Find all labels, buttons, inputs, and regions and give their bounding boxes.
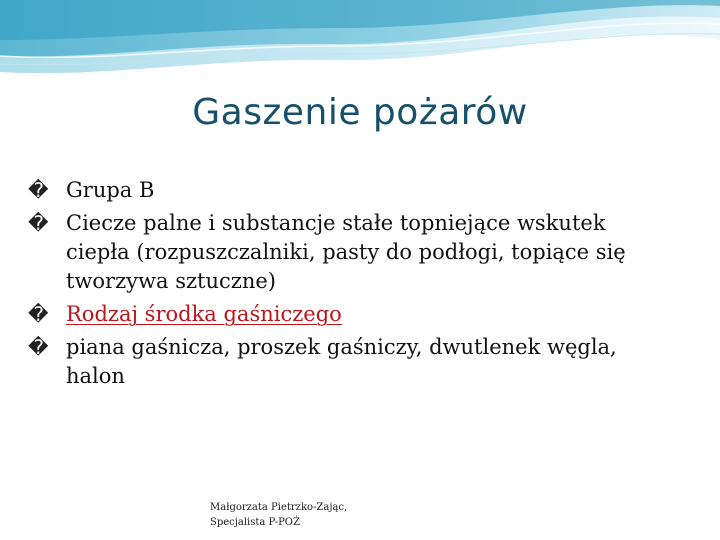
- footer-author-role: Specjalista P-POŻ: [210, 517, 300, 528]
- bullet-item-description: [28, 209, 668, 296]
- bullet-item-agents: [28, 333, 668, 391]
- bullet-text: Ciecze palne i substancje stałe topniejące wskutek ciepła (rozpuszczalniki, pasty do podłogi, topiące się tworzywa sztuczne): [66, 211, 626, 293]
- bullet-marker-icon: �: [28, 302, 49, 326]
- bullet-text: Grupa B: [66, 178, 155, 202]
- bullet-item-group-b: [28, 176, 668, 205]
- slide-title: Gaszenie pożarów: [192, 92, 528, 133]
- footer-author-name: Małgorzata Pietrzko-Zając,: [210, 502, 348, 513]
- bullet-marker-icon: �: [28, 335, 49, 359]
- bullet-text: piana gaśnicza, proszek gaśniczy, dwutlenek węgla, halon: [66, 335, 617, 388]
- extinguishing-agent-link[interactable]: Rodzaj środka gaśniczego: [66, 302, 342, 326]
- bullet-marker-icon: �: [28, 178, 49, 202]
- footer-author: [210, 500, 347, 530]
- bullet-marker-icon: �: [28, 211, 49, 235]
- header-wave-decoration: [0, 0, 720, 90]
- bullet-list: [28, 176, 668, 395]
- bullet-item-extinguishing-agent-link[interactable]: [28, 300, 668, 329]
